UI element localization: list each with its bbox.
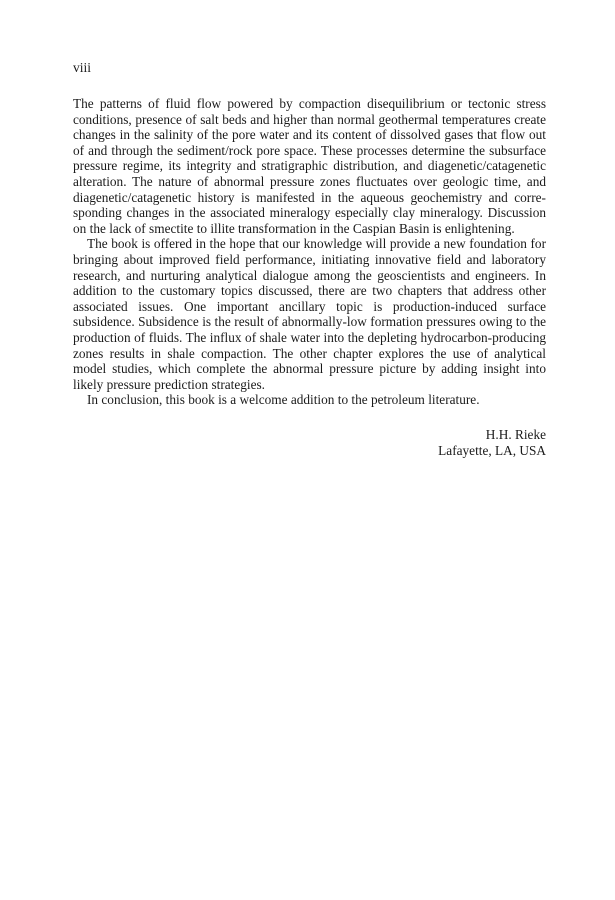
body-text bbox=[73, 96, 546, 408]
paragraph-1: The patterns of fluid flow powered by compaction disequilibrium or tectonic stress conditions, presence of salt beds and higher than normal geothermal temperatures create changes in the salinity of the pore water and its content of dissolved gases that flow out of and through the sediment/rock pore space. These processes determine the subsurface pressure regime, its integrity and stratigraphic distribution, and diagenetic/catagenetic alteration. The nature of abnormal pressure zones fluctuates over geologic time, and diagenetic/catagenetic history is manifested in the aqueous geochemistry and corre-sponding changes in the associated mineralogy especially clay mineralogy. Discussion on the lack of smectite to illite transformation in the Caspian Basin is enlightening. bbox=[73, 96, 546, 236]
page-number: viii bbox=[73, 60, 92, 75]
author-location: Lafayette, LA, USA bbox=[438, 443, 546, 458]
signature-block bbox=[438, 427, 546, 459]
paragraph-3: In conclusion, this book is a welcome addition to the petroleum literature. bbox=[87, 392, 480, 408]
author-name: H.H. Rieke bbox=[485, 427, 546, 442]
paragraph-2: The book is offered in the hope that our knowledge will provide a new foundation for bringing about improved field performance, initiating innovative field and laboratory research, and nurturing analytical dialogue among the geoscientists and engineers. In addition to the customary topics discussed, there are two chapters that address other associated issues. One important ancillary topic is production-induced surface subsidence. Subsidence is the result of abnormally-low formation pressures owing to the production of fluids. The influx of shale water into the depleting hydrocarbon-producing zones results in shale compaction. The other chapter explores the use of analytical model studies, which complete the abnormal pressure picture by adding insight into likely pressure prediction strategies. bbox=[73, 236, 546, 392]
